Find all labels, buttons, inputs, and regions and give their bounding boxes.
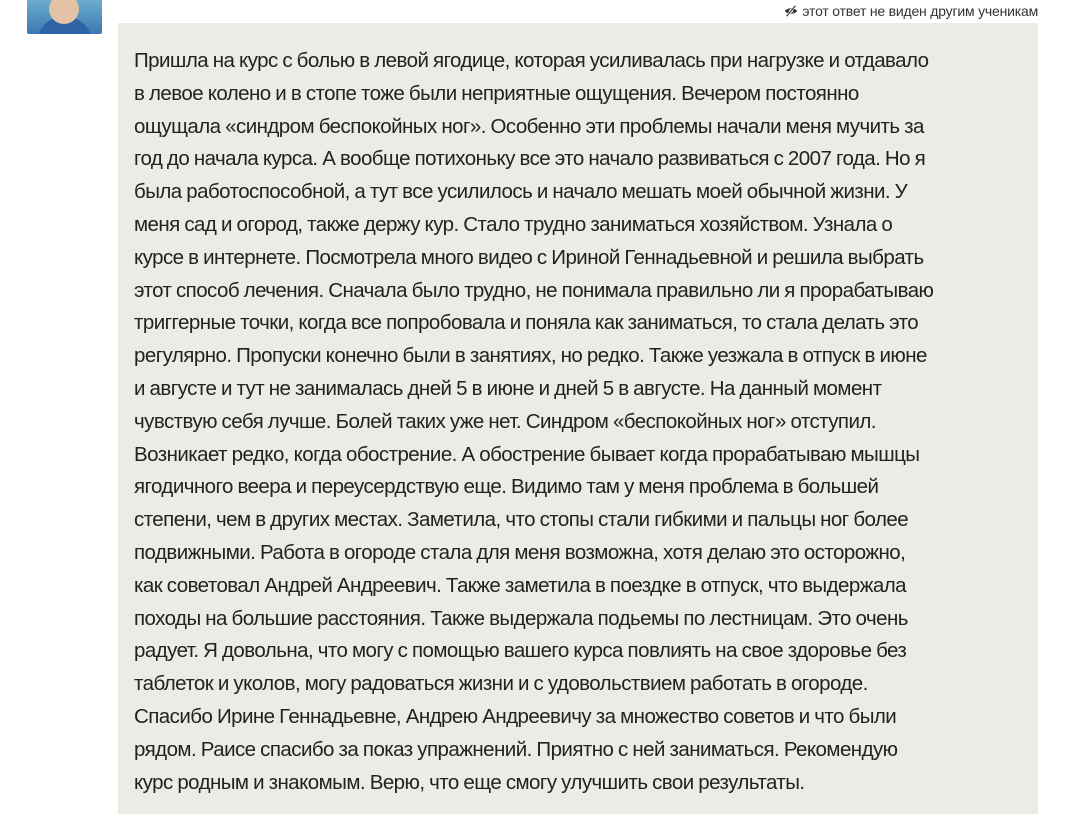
visibility-note-text: этот ответ не виден другим ученикам xyxy=(802,3,1038,19)
answer-visibility-note xyxy=(784,2,1038,20)
bottom-spacer xyxy=(0,814,1080,830)
answer-text: Пришла на курс с болью в левой ягодице, которая усиливалась при нагрузке и отдавало в левое колено и в стопе тоже были неприятные ощущения. Вечером постоянно ощущала «синдром беспокойных ног». Особенно эти проблемы начали меня мучить за год до начала курса. А вообще потихоньку все это начало развиваться с 2007 года. Но я была работоспособной, а тут все усилилось и начало мешать моей обычной жизни. У меня сад и огород, также держу кур. Стало трудно заниматься хозяйством. Узнала о курсе в интернете. Посмотрела много видео с Ириной Геннадьевной и решила выбрать этот способ лечения. Сначала было трудно, не понимала правильно ли я прорабатываю триггерные точки, когда все попробовала и поняла как заниматься, то стала делать это регулярно. Пропуски конечно были в занятиях, но редко. Также уезжала в отпуск в июне и августе и тут не занималась дней 5 в июне и дней 5 в августе. На данный момент чувствую себя лучше. Болей таких уже нет. Синдром «беспокойных ног» отступил. Возникает редко, когда обострение. А обострение бывает когда прорабатываю мышцы ягодичного веера и переусердствую еще. Видимо там у меня проблема в большей степени, чем в других местах. Заметила, что стопы стали гибкими и пальцы ног более подвижными. Работа в огороде стала для меня возможна, хотя делаю это осторожно, как советовал Андрей Андреевич. Также заметила в поездке в отпуск, что выдержала походы на большие расстояния. Также выдержала подьемы по лестницам. Это очень радует. Я довольна, что могу с помощью вашего курса повлиять на свое здоровье без таблеток и уколов, могу радоваться жизни и с удовольствием работать в огороде. Спасибо Ирине Геннадьевне, Андрею Андреевичу за множество советов и что были рядом. Раисе спасибо за показ упражнений. Приятно с ней заниматься. Рекомендую курс родным и знакомым. Верю, что еще смогу улучшить свои результаты. xyxy=(134,49,934,794)
answer-card xyxy=(118,23,1038,814)
user-avatar[interactable] xyxy=(27,0,102,34)
eye-off-icon xyxy=(784,4,798,18)
